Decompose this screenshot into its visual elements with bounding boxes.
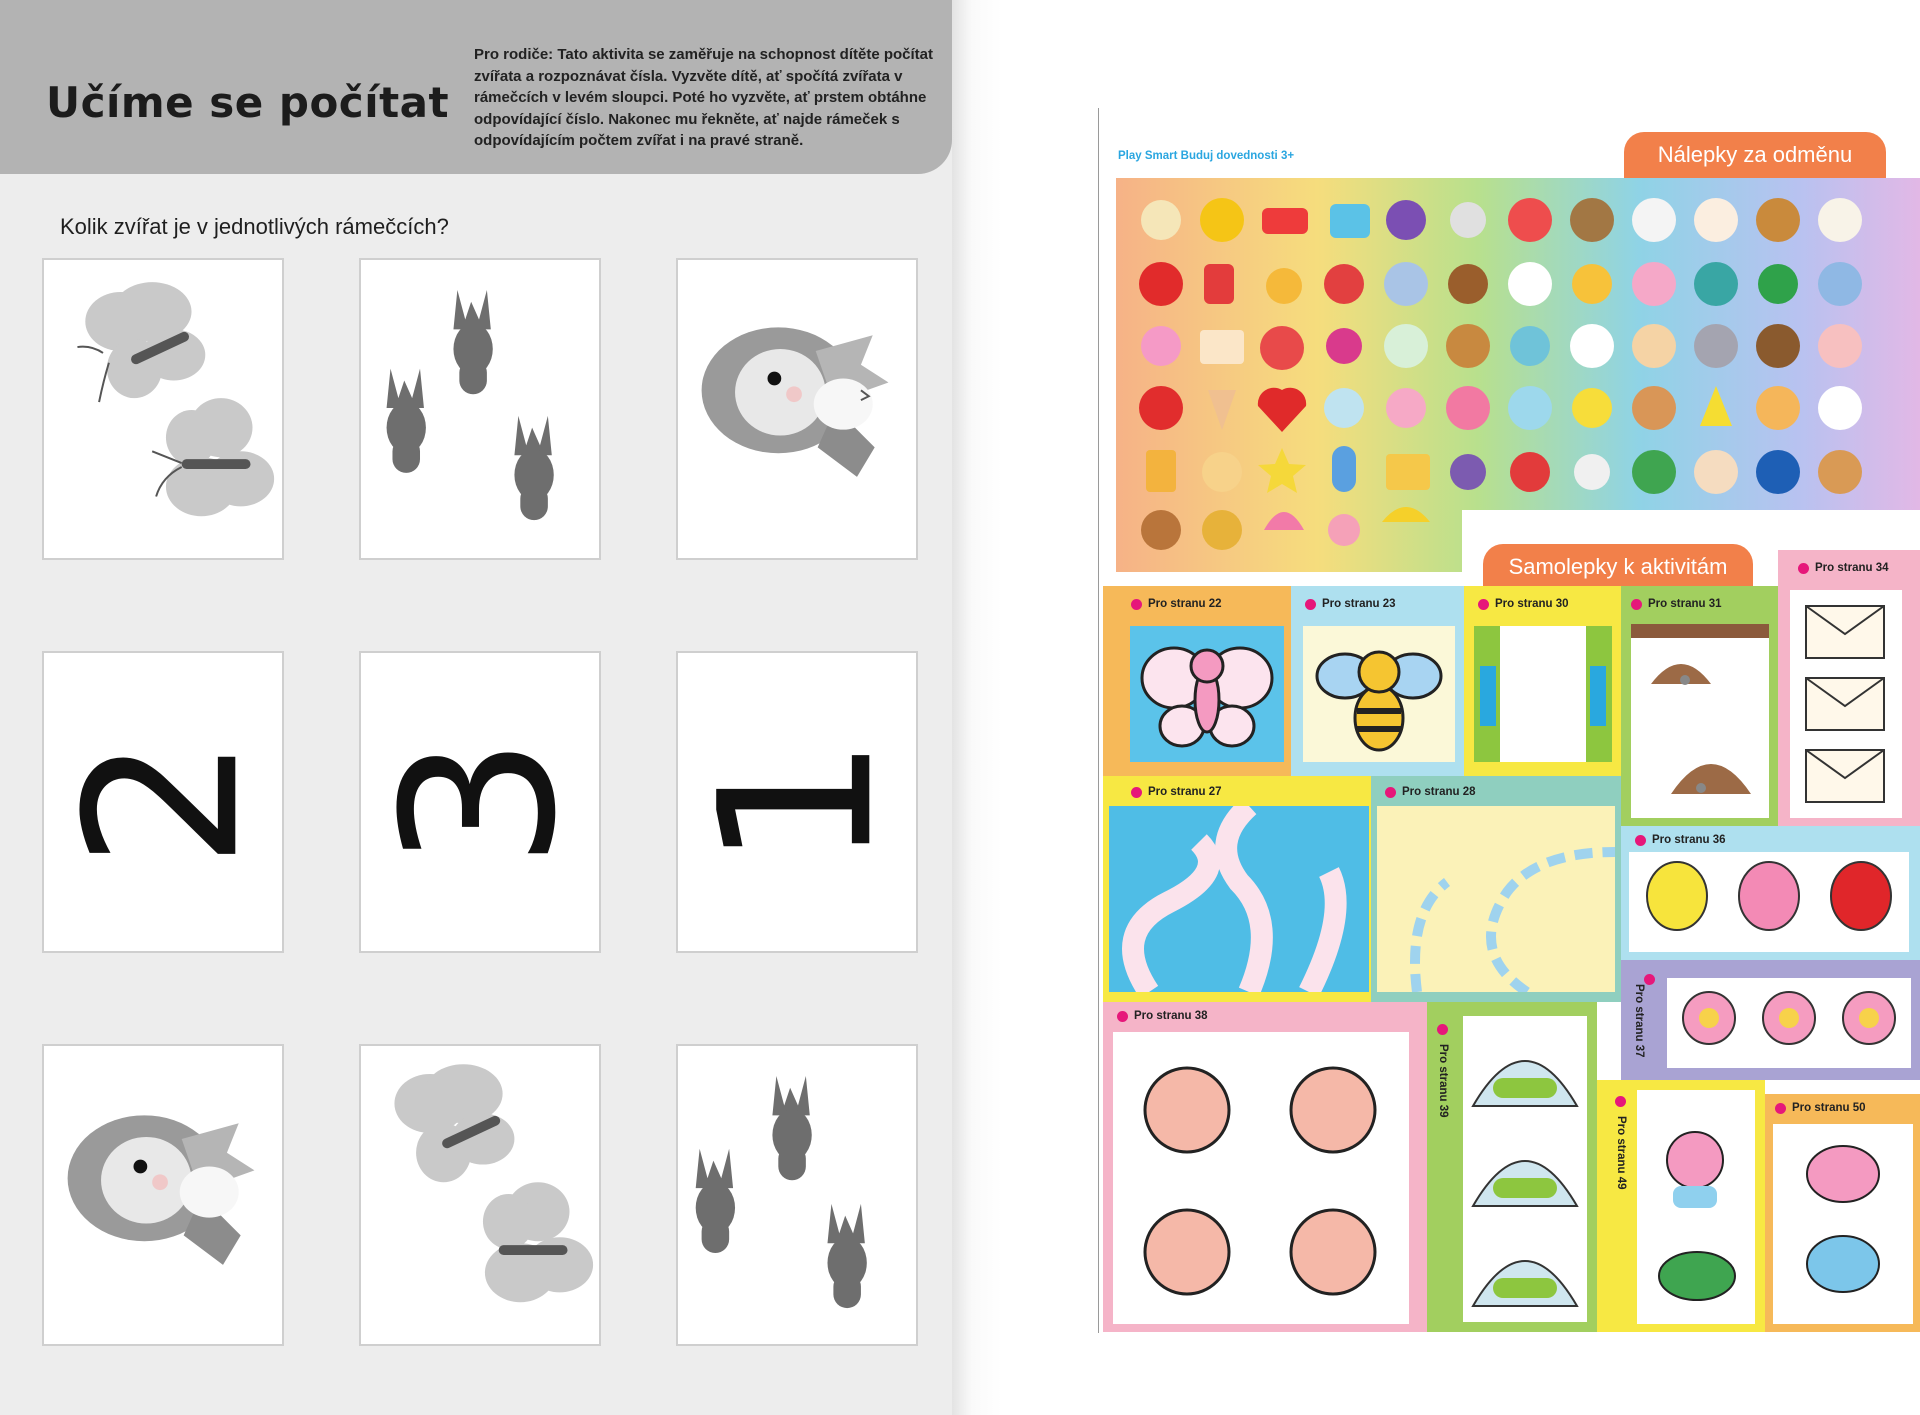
bird-illustration bbox=[678, 260, 916, 558]
panel-label bbox=[1131, 598, 1222, 610]
panel-label bbox=[1615, 1116, 1627, 1190]
panel-p30 bbox=[1464, 586, 1621, 776]
panel-p36-label: Pro stranu 36 bbox=[1652, 834, 1726, 846]
card-bird-2[interactable] bbox=[42, 1044, 284, 1346]
pink-dot-icon bbox=[1437, 1024, 1448, 1035]
grasshopper-net-icon bbox=[1463, 1016, 1587, 1322]
bird-stickers[interactable] bbox=[1773, 1124, 1913, 1324]
path-sticker-sand[interactable] bbox=[1377, 806, 1615, 992]
card-number-1[interactable] bbox=[676, 651, 918, 953]
pink-dot-icon bbox=[1798, 563, 1809, 574]
brand-label: Play Smart Buduj dovednosti 3+ bbox=[1118, 150, 1295, 162]
panel-p30-label: Pro stranu 30 bbox=[1495, 598, 1569, 610]
panel-label bbox=[1478, 598, 1569, 610]
card-number-3[interactable] bbox=[359, 651, 601, 953]
activity-stickers-tab: Samolepky k aktivitám bbox=[1483, 544, 1753, 590]
bee-icon bbox=[1303, 626, 1455, 762]
sticker-sheet-edge bbox=[1098, 108, 1099, 1333]
card-bird-1[interactable] bbox=[676, 258, 918, 560]
pink-dot-icon bbox=[1131, 787, 1142, 798]
panel-p38-label: Pro stranu 38 bbox=[1134, 1010, 1208, 1022]
panel-label bbox=[1385, 786, 1476, 798]
pink-dot-icon bbox=[1644, 974, 1655, 985]
panel-p27 bbox=[1103, 776, 1371, 1002]
panel-p34-label: Pro stranu 34 bbox=[1815, 562, 1889, 574]
panel-p22-label: Pro stranu 22 bbox=[1148, 598, 1222, 610]
beetle-illustration bbox=[361, 260, 599, 558]
rabbit-icon bbox=[1113, 1032, 1409, 1324]
parent-note-text: Tato aktivita se zaměřuje na schopnost dítěte počítat zvířata a rozpoznávat čísla. Vyzvěte dítě, ať spočítá zvířata v rámečcích v levém sloupci. Poté ho vyzvěte, ať prstem obtáhne odpovídající číslo. Nakonec mu řekněte, ať najde rámeček s odpovídajícím počtem zvířat i na pravé straně. bbox=[474, 46, 934, 149]
panel-label bbox=[1635, 834, 1726, 846]
bee-sticker[interactable] bbox=[1303, 626, 1455, 762]
number-2: 2 bbox=[40, 735, 286, 869]
panel-p34 bbox=[1778, 550, 1920, 826]
butterfly-illustration bbox=[44, 260, 282, 558]
panel-label bbox=[1798, 562, 1889, 574]
card-butterflies-1[interactable] bbox=[42, 258, 284, 560]
card-beetles-2[interactable] bbox=[676, 1044, 918, 1346]
flower-stickers[interactable] bbox=[1667, 978, 1911, 1068]
water-strip bbox=[1480, 666, 1496, 726]
panel-p31-label: Pro stranu 31 bbox=[1648, 598, 1722, 610]
number-1: 1 bbox=[674, 735, 920, 869]
envelope-stickers[interactable] bbox=[1790, 590, 1902, 818]
panel-label bbox=[1775, 1102, 1866, 1114]
number-glyph bbox=[674, 653, 920, 951]
panel-label bbox=[1631, 598, 1722, 610]
reward-stickers-tab: Nálepky za odměnu bbox=[1624, 132, 1886, 178]
panel-label bbox=[1437, 1044, 1449, 1118]
panel-p38 bbox=[1103, 1002, 1427, 1332]
pink-dot-icon bbox=[1305, 599, 1316, 610]
pink-dot-icon bbox=[1775, 1103, 1786, 1114]
path-sticker-blue[interactable] bbox=[1109, 806, 1369, 992]
panel-label bbox=[1633, 984, 1645, 1058]
panel-p49 bbox=[1597, 1080, 1765, 1332]
panel-p23-label: Pro stranu 23 bbox=[1322, 598, 1396, 610]
dashed-path-icon bbox=[1377, 806, 1615, 992]
balloon-stickers[interactable] bbox=[1629, 852, 1909, 952]
card-butterflies-2[interactable] bbox=[359, 1044, 601, 1346]
pink-dot-icon bbox=[1131, 599, 1142, 610]
card-number-2[interactable] bbox=[42, 651, 284, 953]
panel-p50-label: Pro stranu 50 bbox=[1792, 1102, 1866, 1114]
panel-p28 bbox=[1371, 776, 1621, 1002]
butterfly-illustration bbox=[361, 1046, 599, 1344]
bird-icon bbox=[1773, 1124, 1913, 1324]
panel-p23 bbox=[1291, 586, 1464, 776]
rabbit-stickers[interactable] bbox=[1113, 1032, 1409, 1324]
question: Kolik zvířat je v jednotlivých rámečcích? bbox=[60, 214, 449, 239]
panel-p31 bbox=[1621, 586, 1778, 826]
bridge-gap bbox=[1500, 626, 1586, 762]
number-3: 3 bbox=[357, 735, 603, 869]
flower-icon bbox=[1667, 978, 1911, 1068]
butterfly-sticker[interactable] bbox=[1130, 626, 1284, 762]
envelope-icon bbox=[1790, 590, 1902, 818]
panel-p27-label: Pro stranu 27 bbox=[1148, 786, 1222, 798]
panel-p49-label: Pro stranu 49 bbox=[1615, 1116, 1627, 1190]
balloon-icon bbox=[1629, 852, 1909, 952]
panel-p37 bbox=[1621, 960, 1920, 1080]
left-page bbox=[0, 0, 952, 1415]
panel-p36 bbox=[1621, 826, 1920, 960]
pink-dot-icon bbox=[1117, 1011, 1128, 1022]
number-glyph bbox=[357, 653, 603, 951]
panel-label bbox=[1117, 1010, 1208, 1022]
winding-path-icon bbox=[1109, 806, 1369, 992]
grasshopper-stickers[interactable] bbox=[1463, 1016, 1587, 1322]
panel-p50 bbox=[1765, 1094, 1920, 1332]
panel-p39 bbox=[1427, 1002, 1597, 1332]
number-glyph bbox=[40, 653, 286, 951]
book-binding bbox=[952, 0, 1002, 1415]
bridge-sticker[interactable] bbox=[1474, 626, 1612, 762]
pink-dot-icon bbox=[1631, 599, 1642, 610]
card-beetles-1[interactable] bbox=[359, 258, 601, 560]
dirt-mound-icon bbox=[1631, 624, 1769, 818]
panel-p28-label: Pro stranu 28 bbox=[1402, 786, 1476, 798]
parent-note bbox=[474, 44, 934, 152]
pink-dot-icon bbox=[1635, 835, 1646, 846]
panel-p22 bbox=[1103, 586, 1291, 776]
panel-p39-label: Pro stranu 39 bbox=[1437, 1044, 1449, 1118]
pink-dot-icon bbox=[1385, 787, 1396, 798]
panel-p37-label: Pro stranu 37 bbox=[1633, 984, 1645, 1058]
bird-illustration bbox=[44, 1046, 282, 1344]
rabbit-turtle-icon bbox=[1637, 1090, 1755, 1324]
page-title: Učíme se počítat bbox=[46, 78, 450, 127]
pink-dot-icon bbox=[1615, 1096, 1626, 1107]
butterfly-icon bbox=[1130, 626, 1284, 762]
mole-hill-sticker[interactable] bbox=[1631, 624, 1769, 818]
parent-note-label: Pro rodiče: bbox=[474, 46, 554, 63]
water-strip bbox=[1590, 666, 1606, 726]
panel-label bbox=[1305, 598, 1396, 610]
rabbit-turtle-stickers[interactable] bbox=[1637, 1090, 1755, 1324]
pink-dot-icon bbox=[1478, 599, 1489, 610]
beetle-illustration bbox=[678, 1046, 916, 1344]
panel-label bbox=[1131, 786, 1222, 798]
